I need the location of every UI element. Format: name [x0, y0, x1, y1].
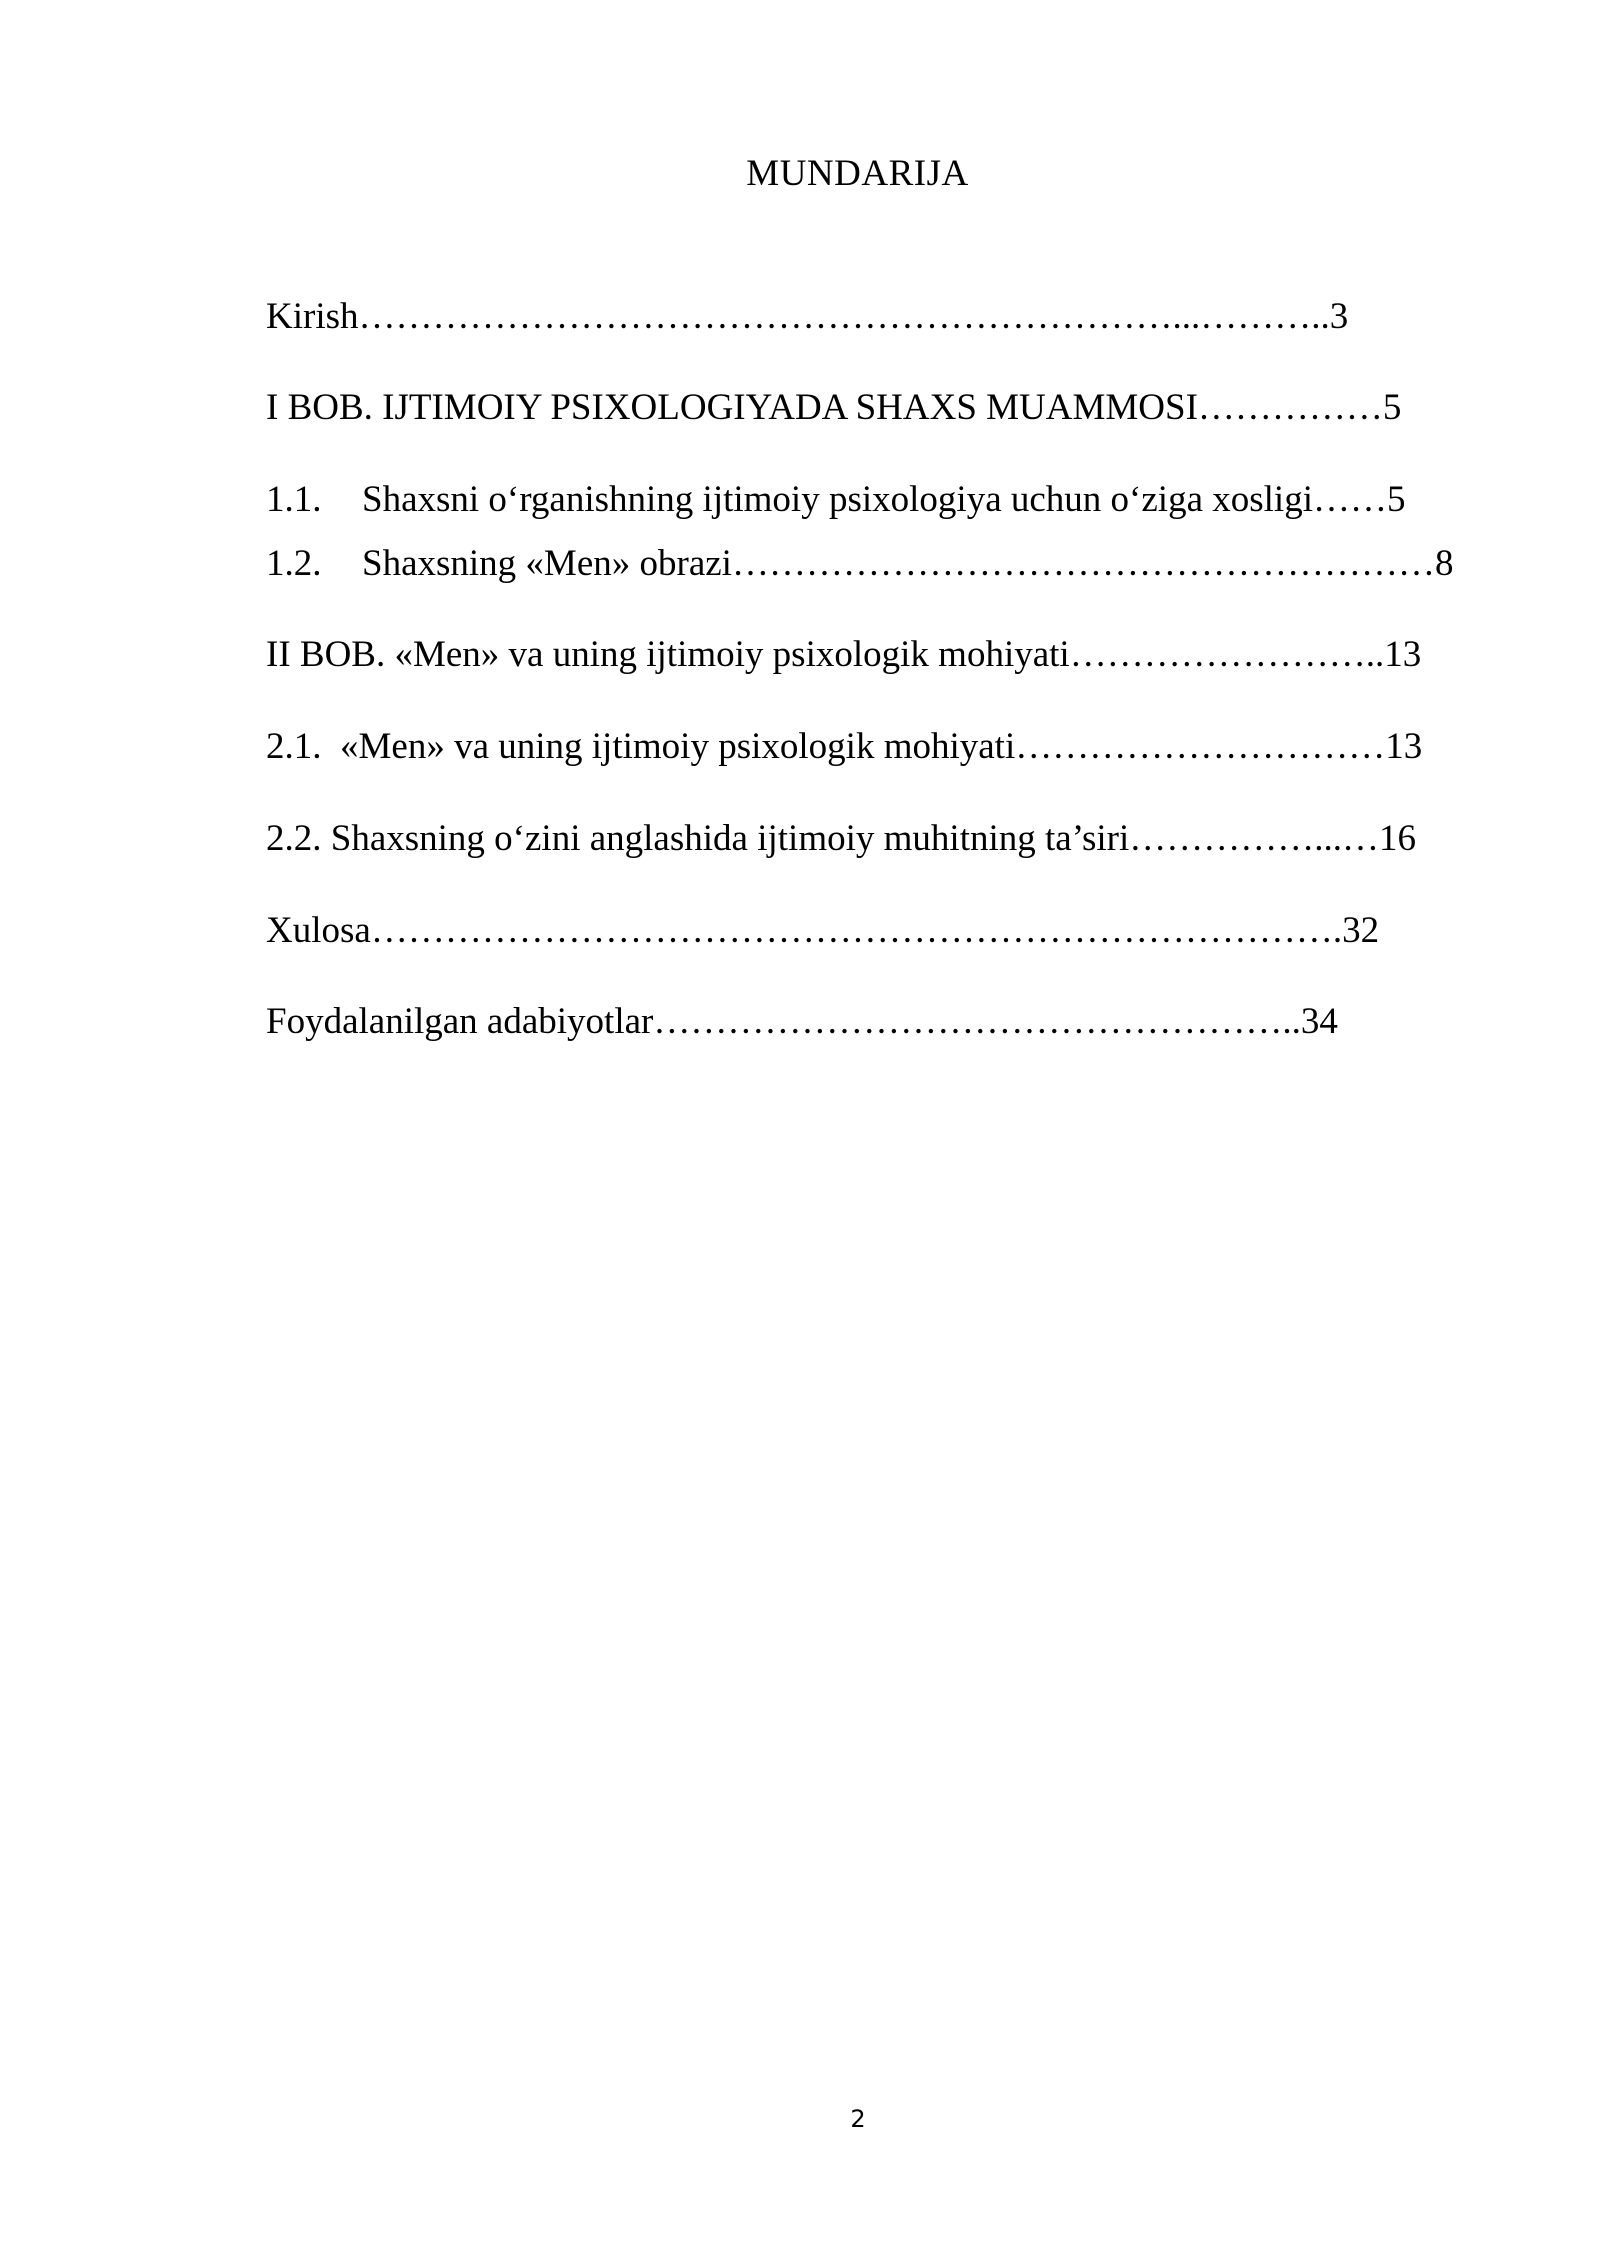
toc-entry-text: 2.2. Shaxsning o‘zini anglashida ijtimoiy muhitning ta’siri……………...…16	[266, 818, 1417, 859]
toc-entry-references	[229, 950, 1338, 1094]
toc-entry-text: Foydalanilgan adabiyotlar……………………………………………..34	[266, 1001, 1338, 1042]
toc-entry-number: 1.1.	[266, 479, 322, 520]
toc-entry-number: 1.2.	[266, 543, 322, 584]
toc-entry-text: Xulosa…………………………………………………………………….32	[266, 910, 1380, 951]
toc-title: MUNDARIJA	[746, 153, 969, 194]
toc-entry-text: I BOB. IJTIMOIY PSIXOLOGIYADA SHAXS MUAMMOSI……………5	[266, 387, 1402, 428]
toc-entry-text: Kirish…………………………………………………………...………..3	[266, 296, 1349, 337]
toc-entry-text: 2.1. «Men» va uning ijtimoiy psixologik mohiyati…………………………13	[266, 726, 1423, 767]
toc-entry-text: Shaxsni o‘rganishning ijtimoiy psixologiya uchun o‘ziga xosligi……5	[362, 479, 1406, 520]
toc-entry-text: II BOB. «Men» va uning ijtimoiy psixologik mohiyati……………………..13	[266, 634, 1422, 675]
page-number: 2	[850, 2105, 866, 2133]
toc-entry-text: Shaxsning «Men» obrazi…………………………………………………8	[362, 543, 1454, 584]
